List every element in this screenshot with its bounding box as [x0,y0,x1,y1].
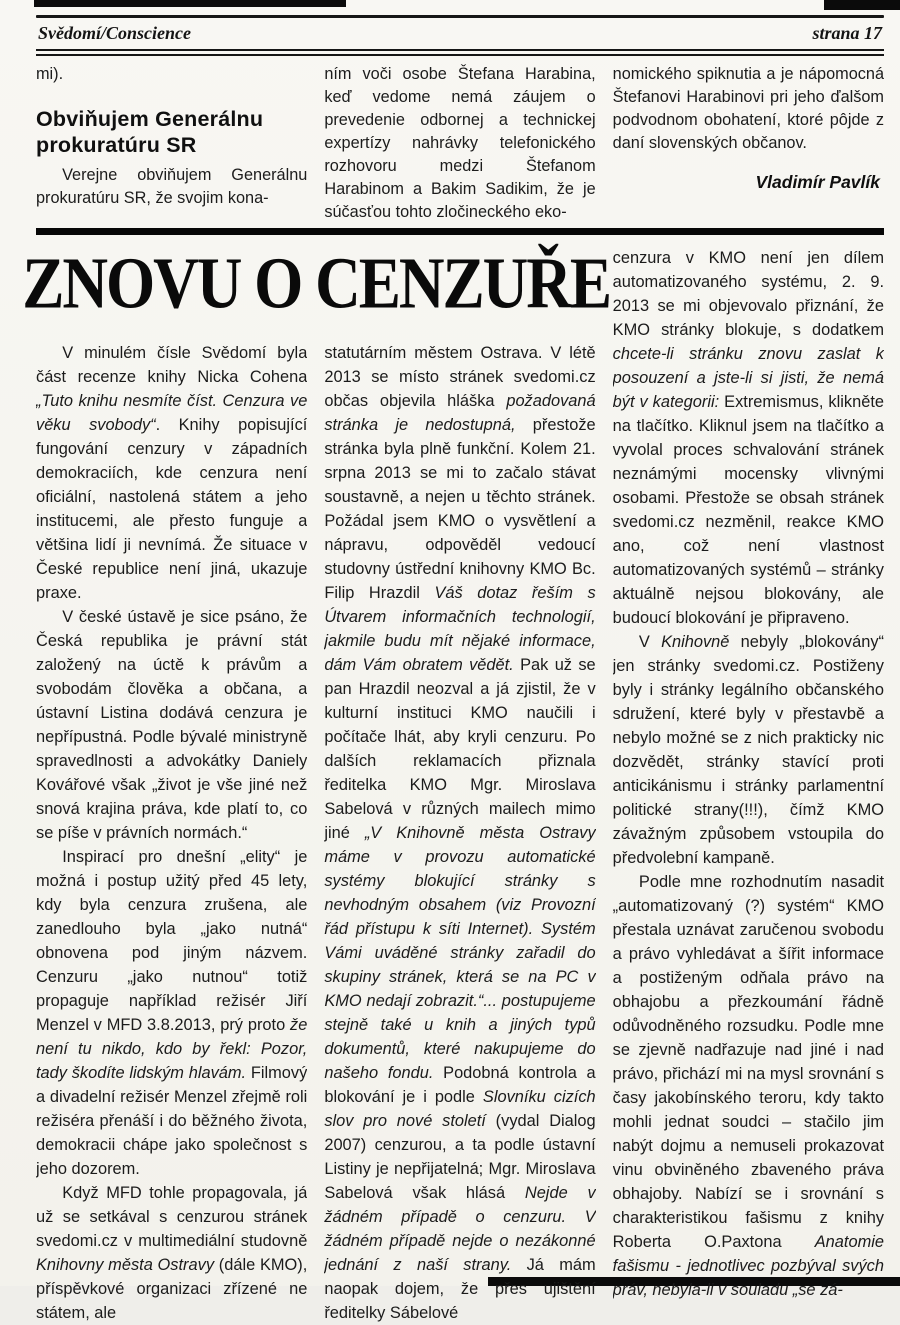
author-signature: Vladimír Pavlík [755,172,880,192]
paragraph: statutárním městem Ostrava. V létě 2013 se místo stránek svedomi.cz občas objevila hláška požadovaná stránka je nedostupná, přestože stránka byla plně funkční. Kolem 21. srpna 2013 se mi to začalo stávat soustavně, a nejen u těchto stránek. Požádal jsem KMO o vysvětlení a nápravu, odpověděl vedoucí studovny ústřední knihovny KMO Bc. Filip Hrazdil Váš dotaz řeším s Útvarem informačních technologií, jakmile budu mít nějaké informace, dám Vám obratem vědět. Pak už se pan Hrazdil neozval a já zjistil, že v kulturní instituci KMO naučili i počítače lhát, aby kryli cenzuru. Po dalších reklamacích přiznala ředitelka KMO Mgr. Miroslava Sabelová v různých mailech mimo jiné „V Knihovně města Ostravy máme v provozu automatické systémy blokující stránky s nevhodným obsahem (viz Provozní řád přístupu k síti Internet). Systém Vámi uváděné stránky zařadil do skupiny stránek, která se na PC v KMO nedají zobrazit.“... postupujeme stejně také u knih a jiných typů dokumentů, které nakupujeme do našeho fondu. Podobná kontrola a blokování je i podle Slovníku cizích slov pro nové století (vydal Dialog 2007) cenzurou, a ta podle ústavní Listiny je nepřijatelná; Mgr. Miroslava Sabelová však hlásá Nejde v žádném případě o cenzuru. V žádném případě nejde o nezákonné jednání z naší strany. Já mám naopak dojem, že přes ujištění ředitelky Sábelové [324,344,596,1322]
article-column-right [613,235,884,1325]
paragraph: Podle mne rozhodnutím nasadit „automatizovaný (?) systém“ KMO přestala uznávat zaručenou svobodu a právo vyhledávat a šířit informace a postiženým odňala právo na obhajobu a přezkoumání řádně odůvodněného rozsudku. Podle mne se zjevně nadřazuje nad jiné i nad právo, přichází mi na mysl srovnání s časy jakobínského teroru, kdy takto mohli jednat soudci – stačilo jim nabýt dojmu a nemuseli prokazovat vinu obviněného zbaveného práva obhajoby. Nabízí se i srovnání s charakteristikou fašismu z knihy Roberta O.Paxtona Anatomie fašismu - jednotlivec pozbýval svých práv, nebyla-li v souladu „se zá- [612,873,884,1299]
top-column-3 [613,63,884,223]
top-column-2 [324,63,595,223]
section-divider-bar [36,228,884,235]
paragraph: Inspirací pro dnešní „elity“ je možná i postup užitý před 45 lety, kdy byla cenzura zrušena, ale zanedlouho byla „jako nutná“ obnovena pod jiným názvem. Cenzuru „jako nutnou“ totiž propaguje například režisér Jiří Menzel v MFD 3.8.2013, prý proto že není tu nikdo, kdo by řekl: Pozor, tady škodíte lidským hlavám. Filmový a divadelní režisér Menzel zřejmě roli režiséra přenáší i do běžného života, demokracii chápe jako společnost s jeho dozorem. [36,848,308,1178]
page-content [21,0,884,1325]
paragraph: nomického spiknutia a je nápomocná Štefanovi Harabinovi pri jeho ďalšom podvodnom obohatení, ktoré pôjde z daní slovenských občanov. [612,65,884,152]
paragraph: V české ústavě je sice psáno, že Česká republika je právní stát založený na úctě k právům a svobodám člověka a občana, a ústavní Listina dodává cenzura je nepřípustná. Podle bývalé ministryně spravedlnosti a advokátky Daniely Kovářové však „život je vše jiné než snová krajina práva, kde platí to, co se píše v právních normách.“ [36,608,308,842]
masthead-title: Svědomí/Conscience [38,23,191,43]
masthead [36,15,884,56]
paragraph: V minulém čísle Svědomí byla část recenze knihy Nicka Cohena „Tuto knihu nesmíte číst. Cenzura ve věku svobody“. Knihy popisující fungování cenzury v západních demokraciích, kde cenzura není oficiální, nastolená státem a jeho institucemi, ale přesto funguje a většina lidí ji nevnímá. Že situace v České republice není jiná, ukazuje praxe. [36,344,308,602]
page-number: strana 17 [812,23,882,43]
main-article [21,235,884,1325]
headline-text: ZNOVU O CENZUŘE [21,243,610,325]
carryover-text: mi). [36,65,64,83]
paragraph: Verejne obviňujem Generálnu prokuratúru SR, že svojim kona- [36,166,308,207]
paragraph: cenzura v KMO není jen dílem automatizovaného systému, 2. 9. 2013 se mi objevovalo přiznání, že KMO stránky blokuje, s dodatkem chcete-li stránku znovu zaslat k posouzení a jste-li si jisti, že nemá být v kategorii: Extremismus, klikněte na tlačítko. Kliknul jsem na tlačítko a vyvolal proces schvalování stránek neznámými mocensky vlivnými osobami. Přestože se obsah stránek svedomi.cz nezměnil, reakce KMO ano, což není vlastnost automatizovaných systémů – stránky aktuálně nejsou blokovány, ale budoucí blokování je připraveno. [612,249,884,627]
masthead-bottom-rule [36,49,884,56]
top-column-1 [36,63,307,223]
article-column-middle [324,334,595,1325]
paragraph: Když MFD tohle propagovala, já už se setkával s cenzurou stránek svedomi.cz v multimediální studovně Knihovny města Ostravy (dále KMO), příspěvkové organizaci zřízené ne státem, ale [36,1184,308,1322]
article-column-left [36,334,307,1325]
top-article-section [36,63,884,223]
paragraph: ním voči osobe Štefana Harabina, keď vedome nemá záujem o prevedenie odbornej a technickej expertízy nahrávky telefonického rozhovoru medzi Štefanom Harabinom a Bakim Sadikim, že je súčasťou tohto zločineckého eko- [324,65,596,221]
paragraph: V Knihovně nebyly „blokovány“ jen stránky svedomi.cz. Postiženy byly i stránky legálního občanského sdružení, které byly v přestavbě a nebylo možné se z nich prakticky nic dozvědět, stránky stavící proti anticikánismu i stránky parlamentní politické strany(!!!), čímž KMO závažným způsobem vstoupila do předvolební kampaně. [612,633,884,867]
headline [21,235,610,334]
article-heading: Obviňujem Generálnu prokuratúru SR [36,107,264,157]
